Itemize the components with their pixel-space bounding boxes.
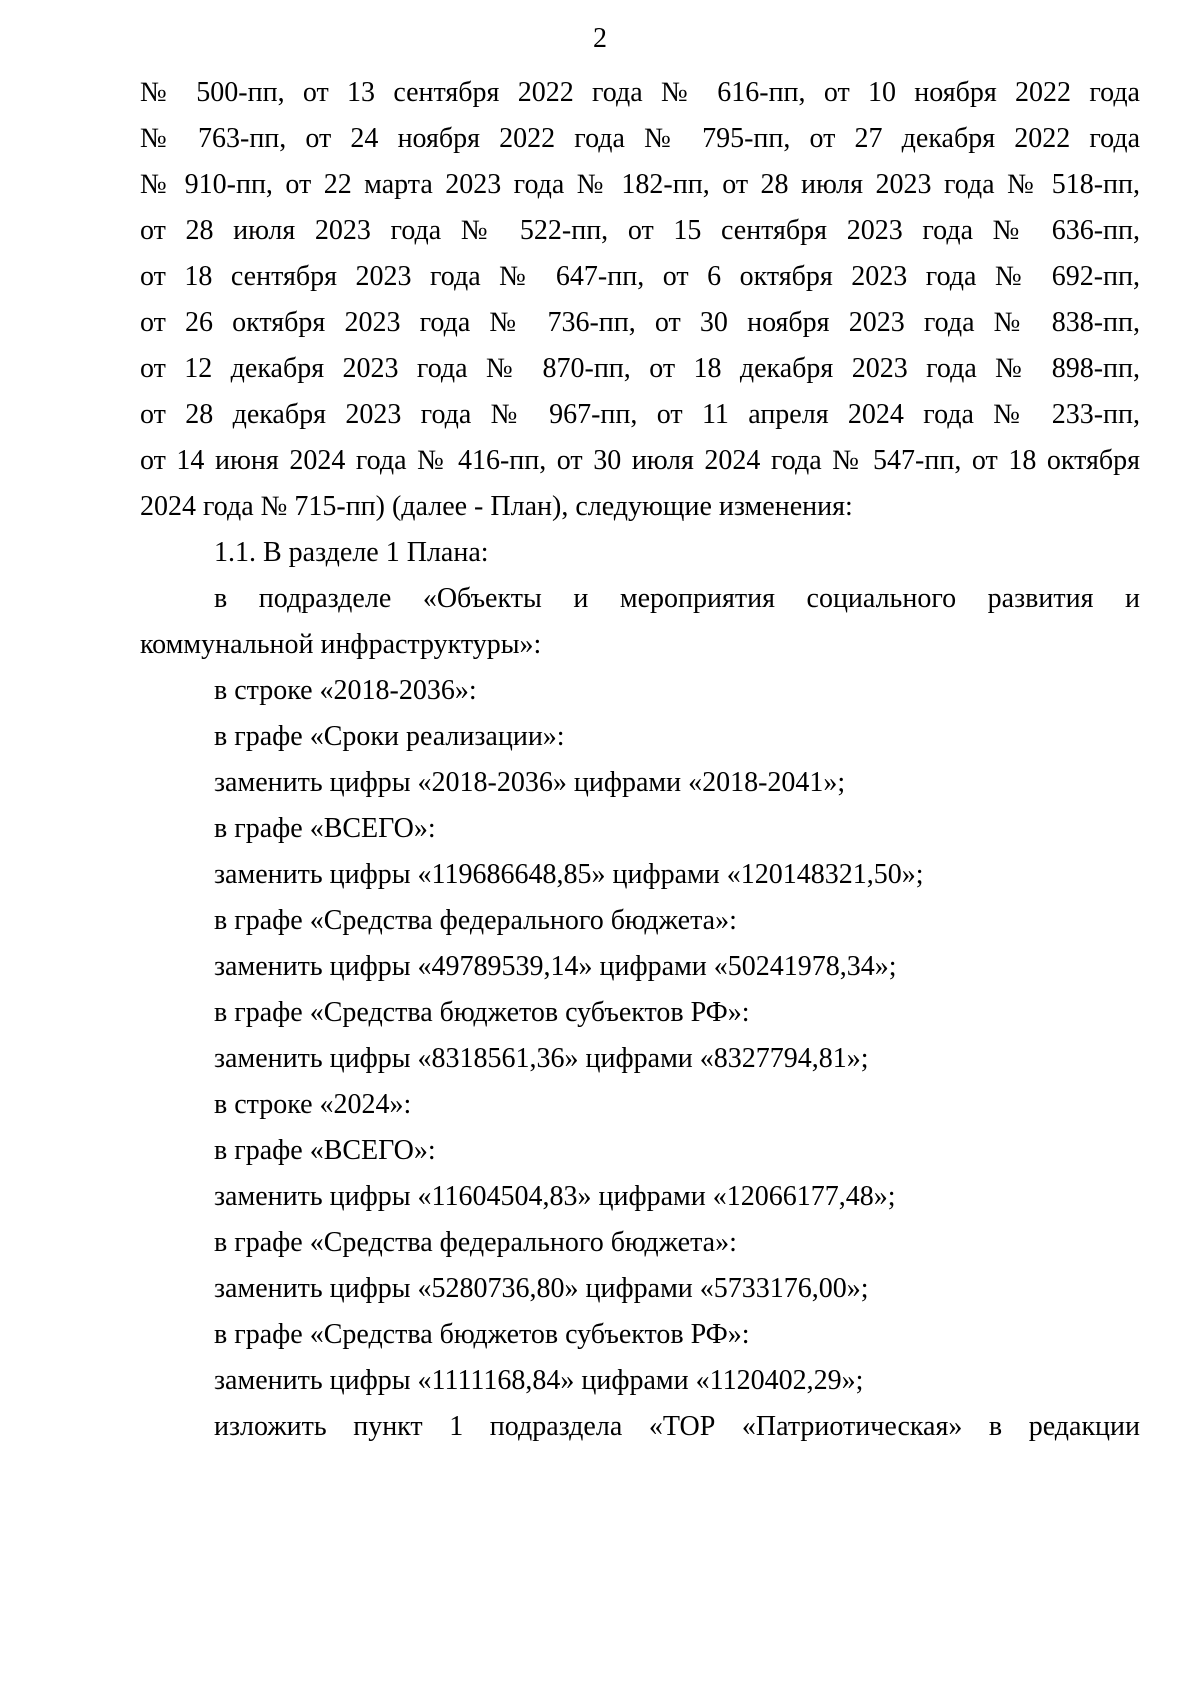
text-line: коммунальной инфраструктуры»: — [140, 629, 542, 660]
text-line: от 28 декабря 2023 года № 967-пп, от 11 апреля 2024 года № 233-пп, — [140, 399, 1140, 430]
text-line: в графе «Средства бюджетов субъектов РФ»: — [214, 1319, 750, 1350]
section-heading: 1.1. В разделе 1 Плана: — [214, 537, 489, 568]
text-line: 2024 года № 715-пп) (далее - План), следующие изменения: — [140, 491, 853, 522]
text-line: от 14 июня 2024 года № 416-пп, от 30 июля 2024 года № 547-пп, от 18 октября — [140, 445, 1140, 476]
text-line: в графе «Сроки реализации»: — [214, 721, 565, 752]
text-line: в подразделе «Объекты и мероприятия социального развития и — [214, 583, 1140, 614]
text-line: в графе «ВСЕГО»: — [214, 1135, 436, 1166]
text-line: в графе «Средства федерального бюджета»: — [214, 905, 737, 936]
text-line: заменить цифры «8318561,36» цифрами «8327794,81»; — [214, 1043, 869, 1074]
text-line: заменить цифры «5280736,80» цифрами «5733176,00»; — [214, 1273, 869, 1304]
text-line: заменить цифры «49789539,14» цифрами «50241978,34»; — [214, 951, 897, 982]
text-line: заменить цифры «2018-2036» цифрами «2018-2041»; — [214, 767, 846, 798]
text-line: в графе «ВСЕГО»: — [214, 813, 436, 844]
text-line: изложить пункт 1 подраздела «ТОР «Патриотическая» в редакции — [214, 1411, 1140, 1442]
text-line: от 18 сентября 2023 года № 647-пп, от 6 октября 2023 года № 692-пп, — [140, 261, 1140, 292]
text-line: в графе «Средства бюджетов субъектов РФ»: — [214, 997, 750, 1028]
text-line: от 12 декабря 2023 года № 870-пп, от 18 декабря 2023 года № 898-пп, — [140, 353, 1140, 384]
text-line: от 28 июля 2023 года № 522-пп, от 15 сентября 2023 года № 636-пп, — [140, 215, 1140, 246]
text-line: от 26 октября 2023 года № 736-пп, от 30 ноября 2023 года № 838-пп, — [140, 307, 1140, 338]
text-line: в графе «Средства федерального бюджета»: — [214, 1227, 737, 1258]
text-line: заменить цифры «11604504,83» цифрами «12066177,48»; — [214, 1181, 896, 1212]
text-line: заменить цифры «1111168,84» цифрами «1120402,29»; — [214, 1365, 864, 1396]
text-line: в строке «2018-2036»: — [214, 675, 477, 706]
text-line: № 763-пп, от 24 ноября 2022 года № 795-пп, от 27 декабря 2022 года — [140, 123, 1140, 154]
text-line: в строке «2024»: — [214, 1089, 412, 1120]
page-number: 2 — [593, 23, 607, 54]
text-line: № 500-пп, от 13 сентября 2022 года № 616-пп, от 10 ноября 2022 года — [140, 77, 1140, 108]
text-line: заменить цифры «119686648,85» цифрами «120148321,50»; — [214, 859, 924, 890]
text-line: № 910-пп, от 22 марта 2023 года № 182-пп, от 28 июля 2023 года № 518-пп, — [140, 169, 1140, 200]
